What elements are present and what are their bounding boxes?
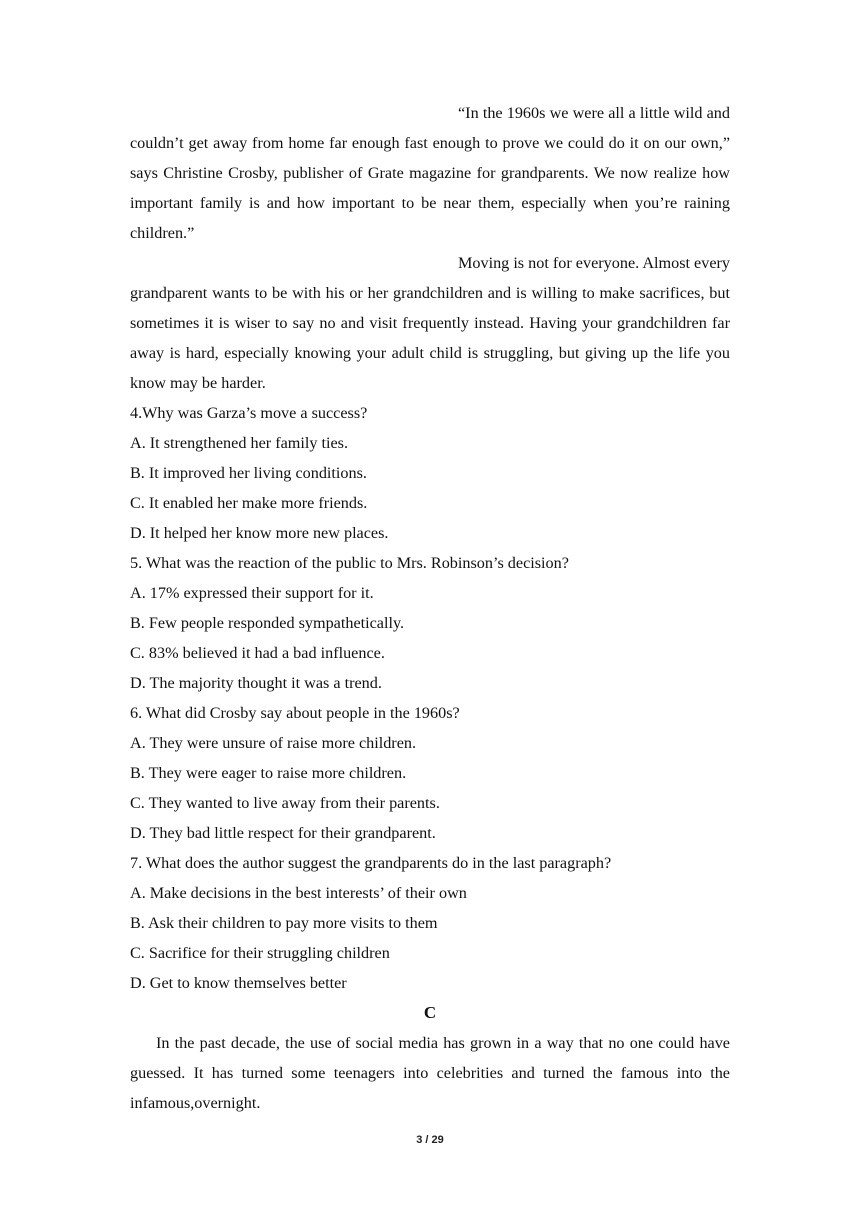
option-c: C. It enabled her make more friends. [130, 494, 368, 512]
question-stem: 4.Why was Garza’s move a success? [130, 404, 368, 422]
paragraph-crosby-text: “In the 1960s we were all a little wild and couldn’t get away from home far enough fast enough to prove we could do it on our own,” says Christine Crosby, publisher of Grate magazine for grandparents. We now realize how important family is and how important to be near them, especially when you’re raining children.” [130, 104, 730, 242]
question-4 [130, 398, 730, 548]
option-b: B. They were eager to raise more children. [130, 764, 407, 782]
question-stem: 7. What does the author suggest the grandparents do in the last paragraph? [130, 854, 612, 872]
question-stem: 6. What did Crosby say about people in the 1960s? [130, 704, 460, 722]
option-d: D. Get to know themselves better [130, 974, 347, 992]
option-a: A. 17% expressed their support for it. [130, 584, 374, 602]
question-7 [130, 848, 730, 998]
section-heading: C [423, 1003, 437, 1022]
option-d: D. The majority thought it was a trend. [130, 674, 382, 692]
option-b: B. Ask their children to pay more visits to them [130, 914, 438, 932]
document-body [130, 98, 730, 1118]
option-c: C. Sacrifice for their struggling children [130, 944, 390, 962]
option-a: A. Make decisions in the best interests’ of their own [130, 884, 467, 902]
option-b: B. It improved her living conditions. [130, 464, 367, 482]
question-5 [130, 548, 730, 698]
option-c: C. They wanted to live away from their parents. [130, 794, 440, 812]
page-number: 3 / 29 [416, 1134, 444, 1146]
option-a: A. It strengthened her family ties. [130, 434, 349, 452]
option-d: D. They bad little respect for their grandparent. [130, 824, 436, 842]
option-b: B. Few people responded sympathetically. [130, 614, 405, 632]
question-6 [130, 698, 730, 848]
paragraph-crosby-quote [130, 98, 730, 248]
option-c: C. 83% believed it had a bad influence. [130, 644, 385, 662]
question-stem: 5. What was the reaction of the public to Mrs. Robinson’s decision? [130, 554, 569, 572]
option-a: A. They were unsure of raise more children. [130, 734, 417, 752]
paragraph-moving [130, 248, 730, 398]
section-c-paragraph: In the past decade, the use of social media has grown in a way that no one could have guessed. It has turned some teenagers into celebrities and turned the famous into the infamous,overnight. [130, 1034, 730, 1112]
paragraph-moving-text: Moving is not for everyone. Almost every grandparent wants to be with his or her grandchildren and is willing to make sacrifices, but sometimes it is wiser to say no and visit frequently instead. Having your grandchildren far away is hard, especially knowing your adult child is struggling, but giving up the life you know may be harder. [130, 254, 730, 392]
option-d: D. It helped her know more new places. [130, 524, 389, 542]
